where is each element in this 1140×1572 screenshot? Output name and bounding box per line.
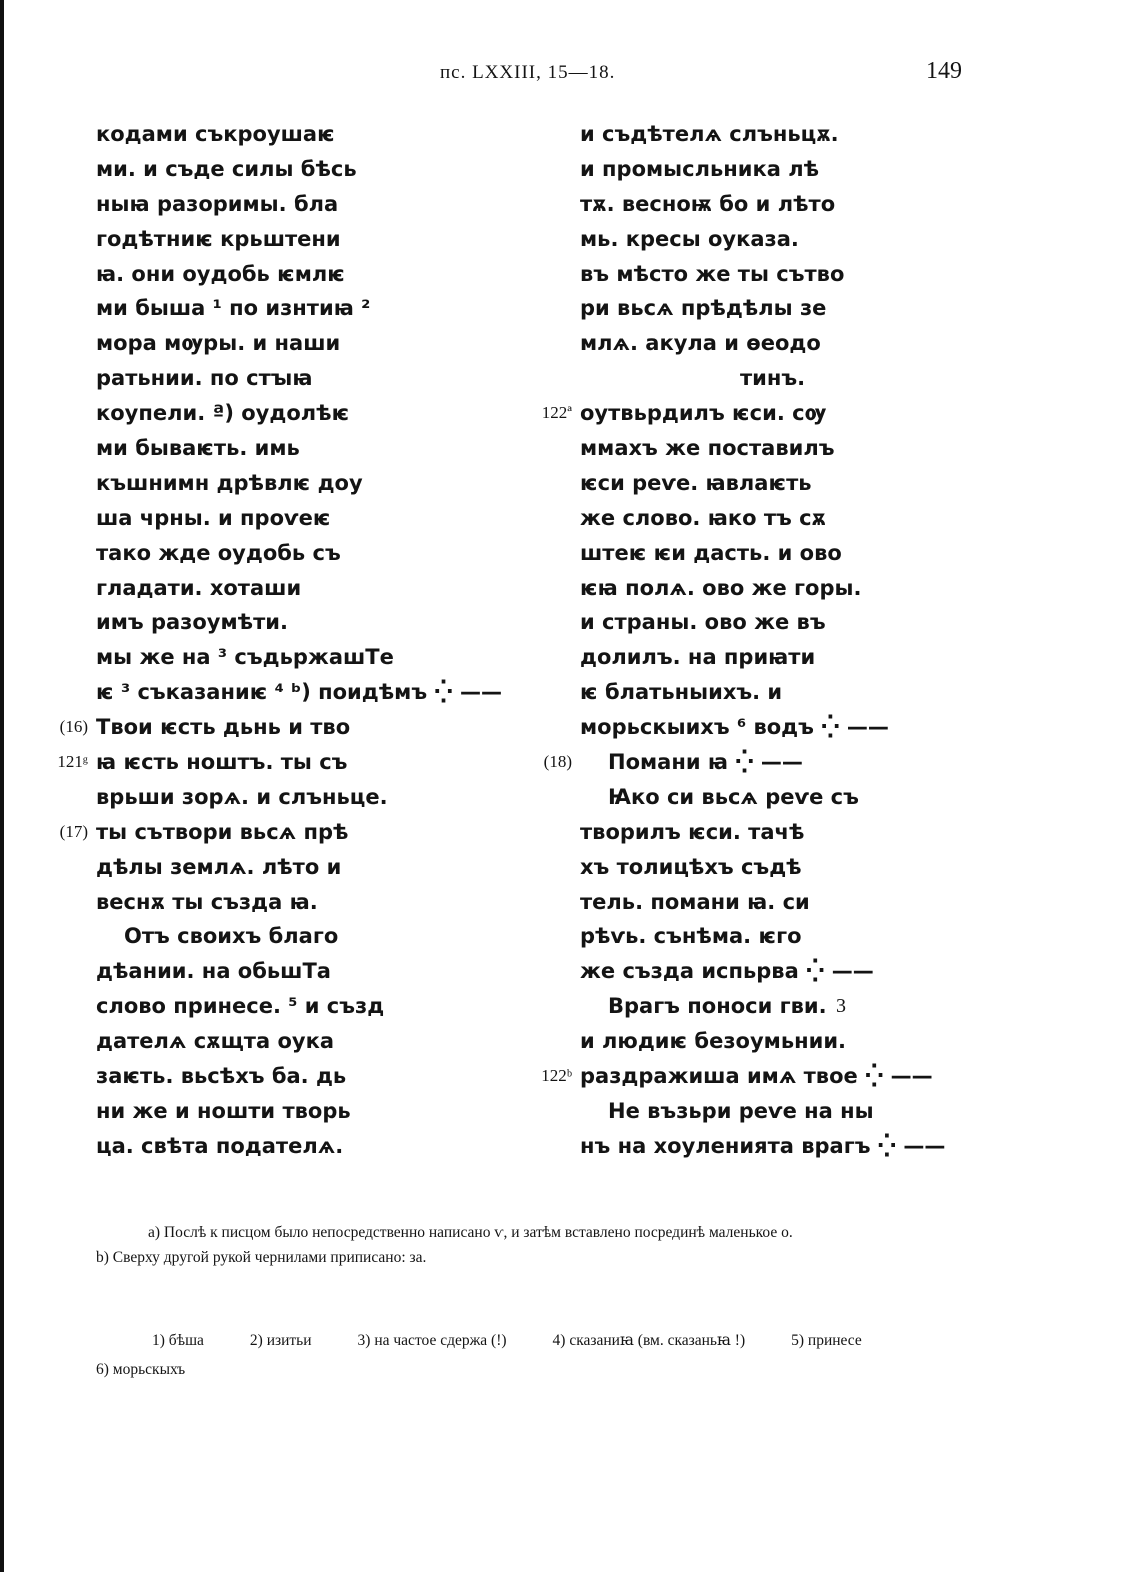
text-line <box>580 885 945 920</box>
text-line <box>96 1059 502 1094</box>
text-line <box>580 536 945 571</box>
readings-row <box>96 1355 976 1384</box>
text-line <box>96 466 502 501</box>
text-line <box>96 117 502 152</box>
line-text: ша чрны. и проѵеѥ <box>96 505 331 530</box>
reading-note: 2) изитьи <box>249 1332 312 1349</box>
line-text: мь. кресы оуказа. <box>580 226 799 251</box>
line-text: тако жде оудобь съ <box>96 540 341 565</box>
line-text: морьскыихъ ⁶ водъ ⁛ —— <box>580 715 889 740</box>
page-number: 149 <box>926 58 962 84</box>
reading-note: 4) сказаниꙗ (вм. сказаньꙗ !) <box>552 1332 746 1349</box>
text-line <box>541 396 945 431</box>
text-line <box>543 745 945 780</box>
text-line <box>580 675 945 710</box>
line-text: слово принесе. ⁵ и създ <box>96 994 385 1019</box>
verse-marker: (18) <box>543 752 572 772</box>
text-line <box>580 815 945 850</box>
line-text: веснѫ ты създа ꙗ. <box>96 889 318 914</box>
variant-readings <box>96 1326 976 1384</box>
line-text: и людиѥ безоумьнии. <box>580 1029 847 1054</box>
text-line <box>96 187 502 222</box>
text-line <box>96 431 502 466</box>
line-text: тель. помани ꙗ. си <box>580 889 810 914</box>
text-line <box>96 850 502 885</box>
line-text: рѣѵь. сънѣма. ѥго <box>580 924 802 949</box>
text-line <box>580 605 945 640</box>
line-text: Врагъ поноси гви. <box>608 994 827 1019</box>
line-text: дѣлы землѧ. лѣто и <box>96 854 342 879</box>
left-text-column <box>57 117 503 1164</box>
reading-note: 6) морьскыхъ <box>96 1361 186 1378</box>
text-line <box>59 815 502 850</box>
text-line <box>96 1024 502 1059</box>
line-text: мы же на ³ съдьржашТе <box>96 645 394 670</box>
text-line <box>59 710 502 745</box>
text-line <box>580 780 945 815</box>
text-line <box>580 919 945 954</box>
text-line <box>580 257 945 292</box>
verse-marker: 121ᵍ <box>57 752 88 772</box>
line-text: штеѥ ѥи дасть. и ово <box>580 540 842 565</box>
line-text: ца. свѣта подателѧ. <box>96 1133 344 1158</box>
text-line <box>580 361 945 396</box>
text-line <box>580 291 945 326</box>
line-text: Не възьри реѵе на ны <box>608 1098 874 1123</box>
line-text: заѥть. вьсѣхъ ба. дь <box>96 1064 347 1089</box>
text-line <box>580 1129 945 1164</box>
lettered-footnotes <box>96 1220 976 1270</box>
text-line <box>96 675 502 710</box>
line-text: ри вьсѧ прѣдѣлы зе <box>580 296 827 321</box>
stray-mark: 3 <box>836 995 846 1017</box>
text-line <box>580 152 945 187</box>
text-line <box>96 536 502 571</box>
line-text: мора мѹры. и наши <box>96 331 341 356</box>
line-text: же създа испьрва ⁛ —— <box>580 959 874 984</box>
line-text: раздражиша имѧ твое ⁛ —— <box>580 1064 933 1089</box>
line-text: Отъ своихъ благо <box>124 924 339 949</box>
text-line <box>96 989 502 1024</box>
text-line <box>580 501 945 536</box>
line-text: Помани ꙗ ⁛ —— <box>608 750 803 775</box>
text-line <box>580 1024 945 1059</box>
line-text: и страны. ово же въ <box>580 610 826 635</box>
verse-marker: 122ᵇ <box>541 1066 572 1086</box>
line-text: ѥ блатьныихъ. и <box>580 680 783 705</box>
line-text: ꙗ ѥсть ноштъ. ты съ <box>96 750 348 775</box>
line-text: имъ разоумѣти. <box>96 610 288 635</box>
text-line <box>96 257 502 292</box>
line-text: и промысльника лѣ <box>580 156 820 181</box>
line-text: врьши зорѧ. и слъньце. <box>96 784 388 809</box>
text-line <box>541 1059 945 1094</box>
line-text: творилъ ѥси. тачѣ <box>580 819 805 844</box>
text-line <box>580 850 945 885</box>
text-line <box>96 780 502 815</box>
text-line <box>96 501 502 536</box>
text-line <box>580 431 945 466</box>
line-text: нъ на хоуленията врагъ ⁛ —— <box>580 1133 946 1158</box>
line-text: ратьнии. по стꙑꙗ <box>96 366 313 391</box>
text-line <box>96 222 502 257</box>
line-text: тѫ. весноѭ бо и лѣто <box>580 191 836 216</box>
line-text: и съдѣтелѧ слъньцѫ. <box>580 122 839 146</box>
text-line <box>96 1129 502 1164</box>
line-text: къшнимн дрѣвлѥ доу <box>96 470 363 495</box>
line-text: ныꙗ разоримы. бла <box>96 191 339 216</box>
text-line <box>580 466 945 501</box>
text-line <box>580 640 945 675</box>
text-line <box>96 291 502 326</box>
text-line <box>580 326 945 361</box>
line-text: въ мѣсто же ты сътво <box>580 261 845 286</box>
line-text: Ꙗко си вьсѧ реѵе съ <box>608 784 859 809</box>
reading-note: 1) бѣша <box>152 1332 204 1349</box>
text-line <box>96 919 502 954</box>
text-line <box>57 745 502 780</box>
text-line <box>580 117 945 152</box>
footnote-a: a) Послѣ к писцом было непосредственно написано ѵ, и затѣм вставлено посрединѣ маленькое о. <box>148 1224 793 1241</box>
line-text: ꙗ. они оудобь ѥмлѥ <box>96 261 345 286</box>
line-text: ммахъ же поставилъ <box>580 436 835 461</box>
right-text-column <box>541 117 946 1164</box>
text-line <box>580 222 945 257</box>
text-line <box>580 710 945 745</box>
text-line <box>580 571 945 606</box>
line-text: дателѧ сѫщта оука <box>96 1029 334 1054</box>
reading-note: 3) на частое сдержа (!) <box>357 1332 507 1349</box>
line-text: же слово. ꙗко тъ сѫ <box>580 505 826 530</box>
text-line <box>96 954 502 989</box>
line-text: оутвьрдилъ ѥси. сѹ <box>580 401 827 426</box>
line-text: хъ толицѣхъ съдѣ <box>580 854 802 879</box>
text-line <box>96 605 502 640</box>
text-line <box>96 326 502 361</box>
text-line <box>96 1094 502 1129</box>
verse-marker: 122ª <box>541 403 572 423</box>
line-text: кодами съкроушаѥ <box>96 122 335 146</box>
text-line <box>96 152 502 187</box>
line-text: коупели. ª) оудолѣѥ <box>96 401 350 426</box>
line-text: Твои ѥсть дьнь и тво <box>96 715 351 740</box>
text-line <box>580 989 945 1024</box>
verse-marker: (16) <box>59 717 88 737</box>
line-text: гладати. хоташи <box>96 575 302 600</box>
footnote-b: b) Сверху другой рукой чернилами приписано: за. <box>96 1249 427 1266</box>
text-line <box>580 954 945 989</box>
line-text: ѥꙗ полѧ. ово же горы. <box>580 575 862 600</box>
verse-marker: (17) <box>59 821 88 841</box>
text-line <box>580 187 945 222</box>
text-line <box>96 571 502 606</box>
text-line <box>96 885 502 920</box>
line-text: млѧ. акула и ѳеодо <box>580 331 821 356</box>
line-text: ѥ ³ съказаниѥ ⁴ ᵇ) поидѣмъ ⁛ —— <box>96 680 503 705</box>
line-text: годѣтниѥ крьштени <box>96 226 341 251</box>
text-line <box>96 396 502 431</box>
line-text: ми бываѥть. имь <box>96 436 300 461</box>
line-text: ми. и съде силы бѣсь <box>96 156 357 181</box>
line-text: долилъ. на приꙗти <box>580 645 816 670</box>
line-text: тинъ. <box>740 366 806 391</box>
reading-note: 5) принесе <box>791 1332 862 1349</box>
page-edge-shadow <box>0 0 4 1572</box>
line-text: ты сътвори вьсѧ прѣ <box>96 819 349 844</box>
line-text: ѥси реѵе. ꙗвлаѥть <box>580 470 812 495</box>
text-line <box>96 640 502 675</box>
text-line <box>96 361 502 396</box>
line-text: ми быша ¹ по изнтиꙗ ² <box>96 296 371 321</box>
line-text: дѣании. на обьшТа <box>96 959 331 984</box>
readings-row <box>96 1326 976 1355</box>
running-head: пс. LXXIII, 15—18. <box>440 62 616 83</box>
text-line <box>580 1094 945 1129</box>
line-text: ни же и ношти творь <box>96 1098 351 1123</box>
